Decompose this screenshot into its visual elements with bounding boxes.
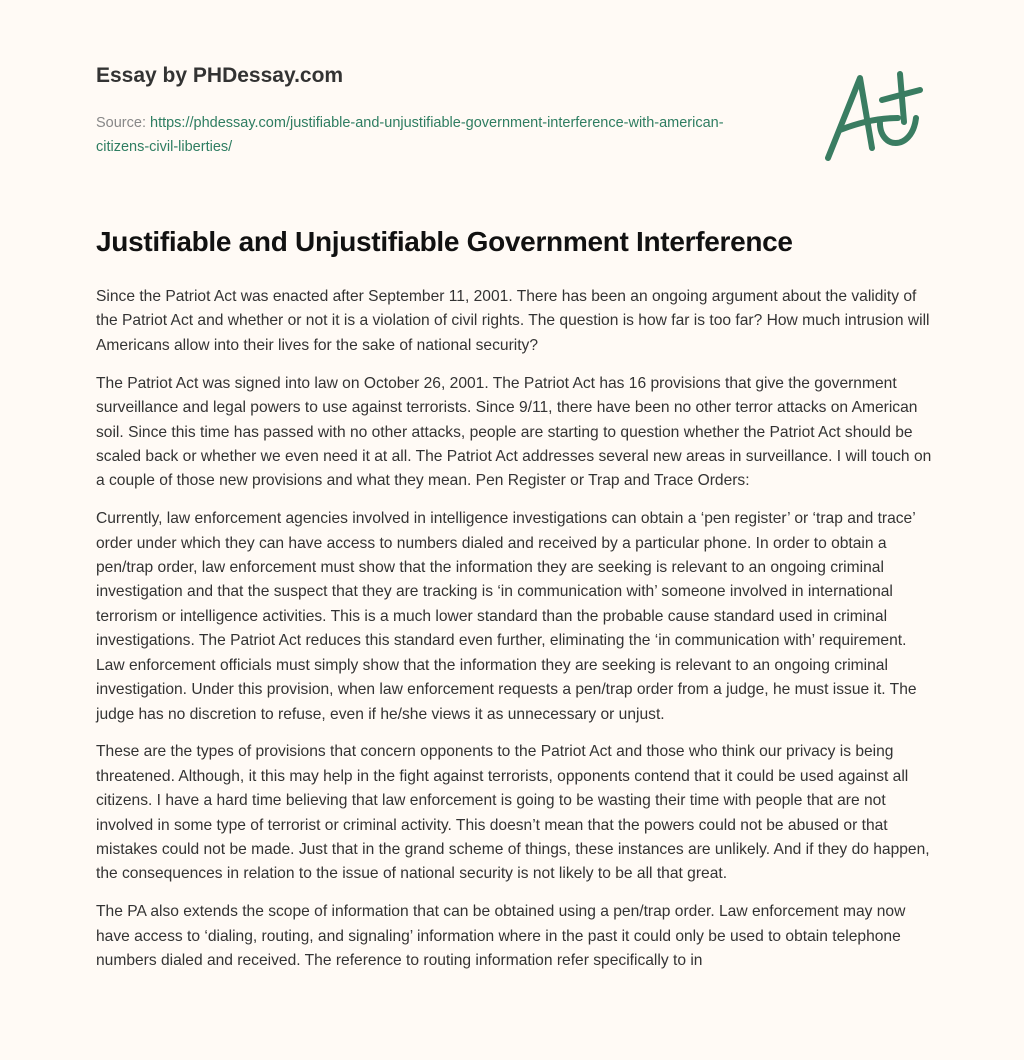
paragraph: These are the types of provisions that concern opponents to the Patriot Act and those who think our privacy is being threatened. Although, it this may help in the fight against terrorists, opponents contend that it could be used against all citizens. I have a hard time believing that law enforcement is going to be wasting their time with people that are not involved in some type of terrorist or criminal activity. This doesn’t mean that the powers could not be abused or that mistakes could not be made. Just that in the grand scheme of things, these instances are unlikely. And if they do happen, the consequences in relation to the issue of national security is not likely to be all that great.: [96, 743, 930, 883]
paragraph: Since the Patriot Act was enacted after September 11, 2001. There has been an ongoing argument about the validity of the Patriot Act and whether or not it is a violation of civil rights. The question is how far is too far? How much intrusion will Americans allow into their lives for the sake of national security?: [96, 288, 930, 354]
source-label: Source:: [96, 115, 150, 131]
source-link[interactable]: https://phdessay.com/justifiable-and-unjustifiable-government-interference-with-american-citizens-civil-liberties/: [96, 115, 724, 155]
paragraph: The Patriot Act was signed into law on October 26, 2001. The Patriot Act has 16 provisions that give the government surveillance and legal powers to use against terrorists. Since 9/11, there have been no other terror attacks on American soil. Since this time has passed with no other attacks, people are starting to question whether the Patriot Act should be scaled back or whether we even need it at all. The Patriot Act addresses several new areas in surveillance. I will touch on a couple of those new provisions and what they mean. Pen Register or Trap and Trace Orders:: [96, 374, 932, 490]
paragraph: Currently, law enforcement agencies involved in intelligence investigations can obtain a ‘pen register’ or ‘trap and trace’ order under which they can have access to numbers dialed and received by a particular phone. In order to obtain a pen/trap order, law enforcement must show that the information they are seeking is relevant to an ongoing criminal investigation and that the suspect that they are tracking is ‘in communication with’ someone involved in international terrorism or intelligence activities. This is a much lower standard than the probable cause standard used in criminal investigations. The Patriot Act reduces this standard even further, eliminating the ‘in communication with’ requirement. Law enforcement officials must simply show that the information they are seeking is relevant to an ongoing criminal investigation. Under this provision, when law enforcement requests a pen/trap order from a judge, he must issue it. The judge has no discretion to refuse, even if he/she views it as unnecessary or unjust.: [96, 510, 917, 723]
paragraph: The PA also extends the scope of information that can be obtained using a pen/trap order. Law enforcement may now have access to ‘dialing, routing, and signaling’ information where in the past it could only be used to obtain telephone numbers dialed and received. The reference to routing information refer specifically to in: [96, 903, 906, 970]
a-plus-logo: [820, 60, 930, 165]
essay-body: [96, 285, 936, 987]
source-line: [96, 111, 776, 159]
essay-title: Justifiable and Unjustifiable Government Interference: [96, 226, 793, 257]
site-brand: Essay by PHDessay.com: [96, 64, 344, 87]
